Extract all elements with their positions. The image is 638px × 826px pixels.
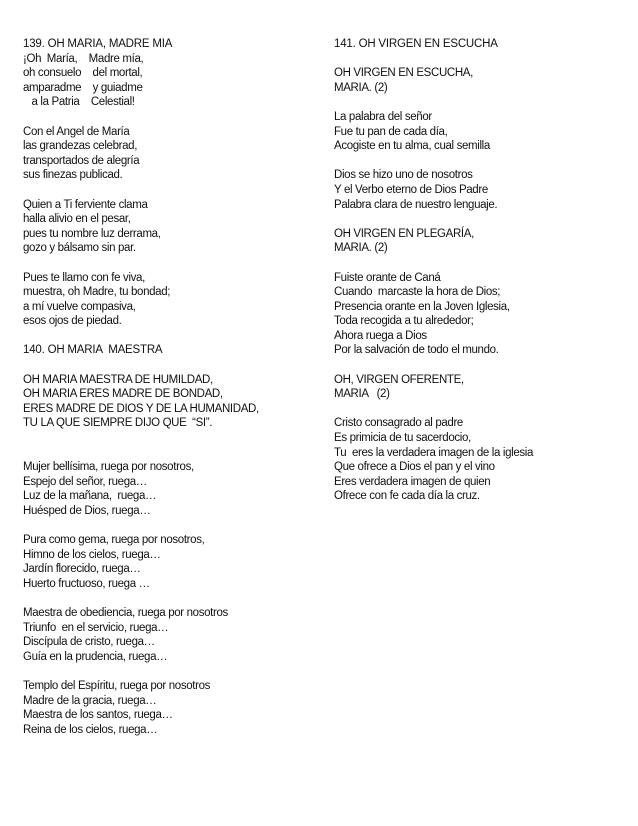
refrain bbox=[334, 227, 634, 256]
spacer bbox=[23, 665, 323, 680]
verse-line: Tu eres la verdadera imagen de la iglesia bbox=[334, 446, 534, 459]
song-title: 141. OH VIRGEN EN ESCUCHA bbox=[334, 38, 498, 50]
spacer bbox=[23, 329, 323, 344]
refrain-line: OH VIRGEN EN PLEGARÍA, bbox=[334, 227, 474, 240]
verse-line: a mí vuelve compasiva, bbox=[23, 300, 136, 313]
verse-line: Triunfo en el servicio, ruega… bbox=[23, 621, 169, 634]
verse-line: amparadme y guiadme bbox=[23, 81, 143, 94]
spacer bbox=[23, 256, 323, 271]
spacer bbox=[23, 446, 323, 461]
refrain-line: TU LA QUE SIEMPRE DIJO QUE “SI”. bbox=[23, 417, 213, 430]
verse-line: oh consuelo del mortal, bbox=[23, 67, 143, 80]
verse-line: a la Patria Celestial! bbox=[23, 96, 135, 109]
song-140 bbox=[23, 343, 323, 737]
verse-line: esos ojos de piedad. bbox=[23, 315, 122, 328]
verse-line: La palabra del señor bbox=[334, 110, 432, 123]
verse-line: Templo del Espíritu, ruega por nosotros bbox=[23, 680, 211, 693]
verse-line: Pura como gema, ruega por nosotros, bbox=[23, 534, 205, 547]
song-141 bbox=[334, 37, 634, 504]
verse-line: Huerto fructuoso, ruega … bbox=[23, 577, 150, 590]
verse-line: Huésped de Dios, ruega… bbox=[23, 505, 151, 517]
spacer bbox=[334, 256, 634, 271]
refrain bbox=[334, 66, 634, 95]
stanza bbox=[23, 52, 323, 110]
stanza bbox=[23, 460, 323, 518]
verse-line: Dios se hizo uno de nosotros bbox=[334, 169, 473, 182]
verse-line: Maestra de los santos, ruega… bbox=[23, 709, 173, 722]
verse-line: Cristo consagrado al padre bbox=[334, 417, 463, 430]
refrain-line: OH MARIA MAESTRA DE HUMILDAD, bbox=[23, 373, 213, 386]
refrain-line: OH VIRGEN EN ESCUCHA, bbox=[334, 67, 473, 80]
song-title: 140. OH MARIA MAESTRA bbox=[23, 344, 163, 357]
verse-line: Fue tu pan de cada día, bbox=[334, 125, 448, 138]
song-title: 139. OH MARIA, MADRE MIA bbox=[23, 38, 173, 50]
verse-line: Con el Angel de María bbox=[23, 125, 130, 138]
spacer bbox=[23, 358, 323, 373]
verse-line: sus finezas publicad. bbox=[23, 169, 123, 182]
spacer bbox=[334, 358, 634, 373]
spacer bbox=[23, 592, 323, 607]
verse-line: Por la salvación de todo el mundo. bbox=[334, 344, 499, 357]
stanza bbox=[23, 198, 323, 256]
verse-line: Palabra clara de nuestro lenguaje. bbox=[334, 198, 498, 211]
refrain-line: OH MARIA ERES MADRE DE BONDAD, bbox=[23, 388, 223, 401]
stanza bbox=[23, 125, 323, 183]
verse-line: Presencia orante en la Joven Iglesia, bbox=[334, 300, 510, 313]
verse-line: Cuando marcaste la hora de Dios; bbox=[334, 286, 501, 299]
spacer bbox=[23, 431, 323, 446]
verse-line: Reina de los cielos, ruega… bbox=[23, 723, 158, 736]
verse-line: gozo y bálsamo sin par. bbox=[23, 242, 136, 255]
verse-line: Es primicia de tu sacerdocio, bbox=[334, 432, 471, 445]
verse-line: Luz de la mañana, ruega… bbox=[23, 490, 157, 503]
verse-line: Que ofrece a Dios el pan y el vino bbox=[334, 461, 495, 474]
verse-line: pues tu nombre luz derrama, bbox=[23, 227, 161, 240]
refrain-line: ERES MADRE DE DIOS Y DE LA HUMANIDAD, bbox=[23, 402, 259, 415]
right-column bbox=[334, 37, 634, 504]
verse-line: Guía en la prudencia, ruega… bbox=[23, 650, 168, 663]
stanza bbox=[23, 533, 323, 591]
verse-line: transportados de alegría bbox=[23, 154, 140, 167]
spacer bbox=[334, 212, 634, 227]
stanza bbox=[23, 679, 323, 737]
verse-line: Y el Verbo eterno de Dios Padre bbox=[334, 183, 488, 196]
stanza bbox=[334, 416, 634, 504]
verse-line: Maestra de obediencia, ruega por nosotros bbox=[23, 607, 228, 620]
verse-line: Toda recogida a tu alrededor; bbox=[334, 315, 474, 328]
spacer bbox=[334, 154, 634, 169]
verse-line: Mujer bellísima, ruega por nosotros, bbox=[23, 461, 194, 474]
verse-line: Himno de los cielos, ruega… bbox=[23, 548, 161, 561]
stanza bbox=[334, 168, 634, 212]
verse-line: ¡Oh María, Madre mía, bbox=[23, 52, 144, 65]
verse-line: Madre de la gracia, ruega… bbox=[23, 694, 157, 707]
stanza bbox=[23, 606, 323, 664]
refrain-line: MARIA (2) bbox=[334, 388, 390, 401]
verse-line: Jardín florecido, ruega… bbox=[23, 563, 141, 576]
stanza bbox=[334, 110, 634, 154]
verse-line: Ahora ruega a Dios bbox=[334, 329, 427, 342]
spacer bbox=[23, 110, 323, 125]
spacer bbox=[23, 183, 323, 198]
refrain-line: MARIA. (2) bbox=[334, 81, 388, 94]
spacer bbox=[334, 402, 634, 417]
verse-line: Ofrece con fe cada día la cruz. bbox=[334, 490, 480, 503]
verse-line: Fuiste orante de Caná bbox=[334, 271, 441, 284]
spacer bbox=[23, 519, 323, 534]
refrain bbox=[23, 373, 323, 431]
verse-line: muestra, oh Madre, tu bondad; bbox=[23, 286, 171, 299]
spacer bbox=[334, 95, 634, 110]
verse-line: Discípula de cristo, ruega… bbox=[23, 636, 155, 649]
verse-line: Acogiste en tu alma, cual semilla bbox=[334, 140, 490, 153]
verse-line: halla alivio en el pesar, bbox=[23, 213, 131, 226]
stanza bbox=[23, 271, 323, 329]
left-column bbox=[23, 37, 323, 738]
refrain bbox=[334, 373, 634, 402]
refrain-line: OH, VIRGEN OFERENTE, bbox=[334, 373, 464, 386]
verse-line: Eres verdadera imagen de quien bbox=[334, 475, 491, 488]
stanza bbox=[334, 271, 634, 359]
song-139 bbox=[23, 37, 323, 329]
verse-line: Espejo del señor, ruega… bbox=[23, 475, 147, 488]
refrain-line: MARIA. (2) bbox=[334, 242, 388, 255]
verse-line: Pues te llamo con fe viva, bbox=[23, 271, 145, 284]
spacer bbox=[334, 52, 634, 67]
verse-line: Quien a Ti ferviente clama bbox=[23, 198, 148, 211]
verse-line: las grandezas celebrad, bbox=[23, 140, 138, 153]
